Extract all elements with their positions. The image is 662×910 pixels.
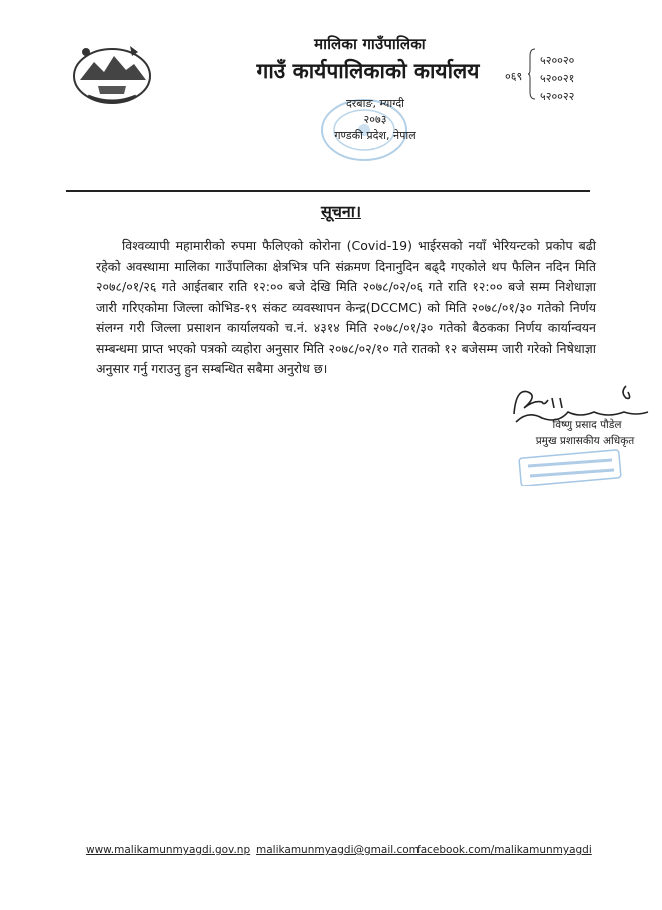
signer-name: विष्णु प्रसाद पौडेल bbox=[552, 419, 622, 431]
address-line: गण्डकी प्रदेश, नेपाल bbox=[334, 129, 416, 142]
footer-email-link[interactable]: malikamunmyagdi@gmail.com bbox=[256, 844, 419, 856]
office-title: गाउँ कार्यपालिकाको कार्यालय bbox=[256, 59, 480, 83]
notice-title: सूचना। bbox=[320, 202, 362, 221]
nepal-emblem-logo bbox=[68, 38, 156, 108]
phone-number: ५२००२१ bbox=[540, 72, 575, 85]
org-name: मालिका गाउँपालिका bbox=[314, 35, 426, 53]
official-seal-stamp bbox=[508, 446, 638, 486]
footer-website-link[interactable]: www.malikamunmyagdi.gov.np bbox=[86, 844, 251, 856]
address-line: दरबाङ, म्याग्दी bbox=[345, 97, 405, 110]
phone-number: ५२००२२ bbox=[540, 90, 575, 103]
phone-number: ५२००२० bbox=[540, 54, 575, 67]
address-line: २०७३ bbox=[363, 113, 387, 126]
notice-body: विश्वव्यापी महामारीको रुपमा फैलिएको कोरोना (Covid-19) भाईरसको नयाँ भेरियन्टको प्रकोप बढी रहेको अवस्थामा मालिका गाउँपालिका क्षेत्रभित्र पनि संक्रमण दिनानुदिन बढ्दै गएकोले थप फैलिन नदिन मिति २०७८/०१/२६ गते आईतबार राति १२:०० बजे देखि मिति २०७८/०२/०६ गते राति १२:०० बजे सम्म निशेधाज्ञा जारी गरिएकोमा जिल्ला कोभिड-१९ संकट व्यवस्थापन केन्द्र(DCCMC) को मिति २०७८/०१/३० गतेको निर्णय संलग्न गरी जिल्ला प्रसाशन कार्यालयको च.नं. ४३१४ मिति २०७८/०१/३० गतेको बैठकका निर्णय कार्यान्वयन सम्बन्धमा प्राप्त भएको पत्रको व्यहोरा अनुसार मिति २०७८/०२/१० गते रातको १२ बजेसम्म जारी गरेको निषेधाज्ञा अनुसार गर्नु गराउनु हुन सम्बन्धित सबैमा अनुरोध छ। bbox=[96, 238, 596, 376]
header-divider bbox=[66, 190, 590, 192]
footer-facebook-link[interactable]: facebook.com/malikamunmyagdi bbox=[417, 844, 592, 856]
brace-icon bbox=[528, 48, 536, 100]
phone-area-code: ०६९ bbox=[505, 70, 523, 83]
signer-designation: प्रमुख प्रशासकीय अधिकृत bbox=[535, 435, 635, 447]
